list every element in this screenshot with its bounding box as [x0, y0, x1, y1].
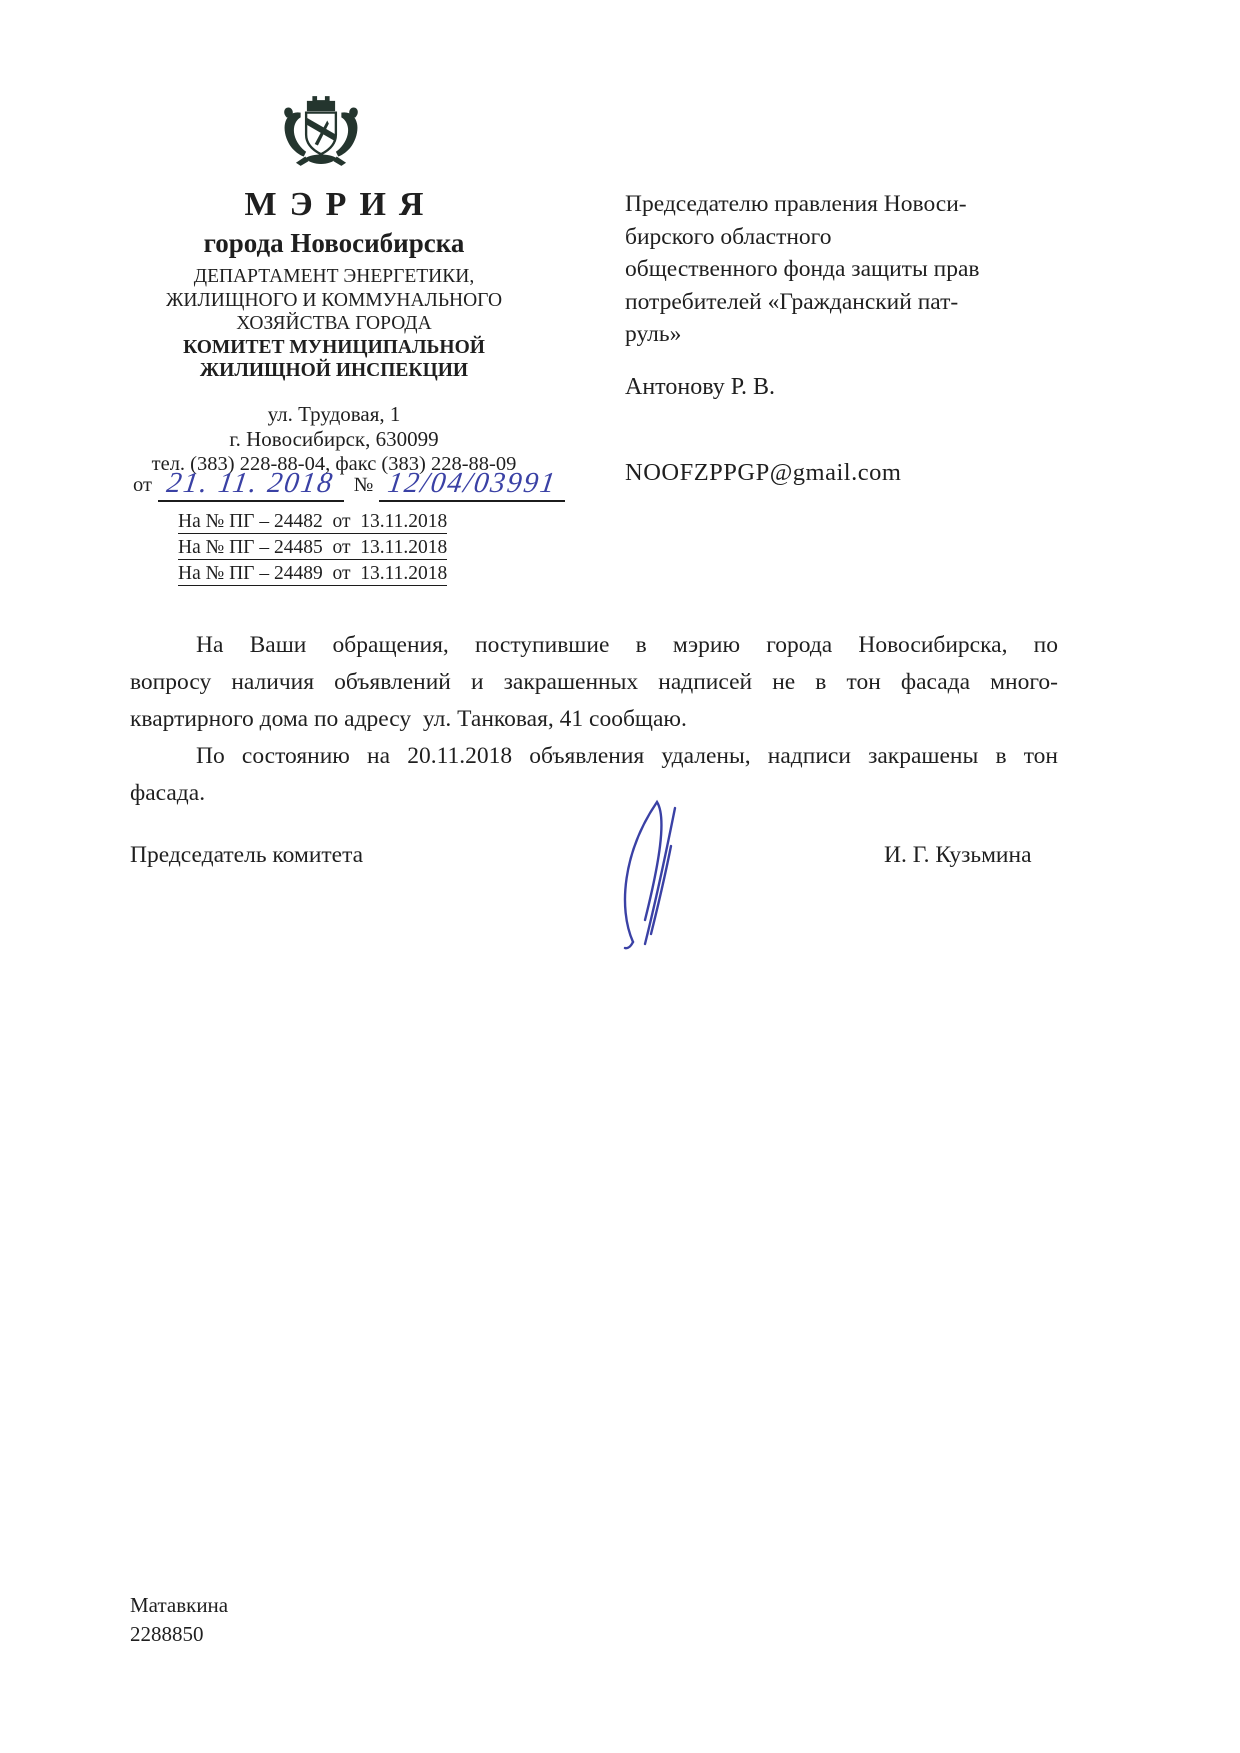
recipient-person: Антонову Р. В.	[625, 374, 776, 400]
handwritten-number: 12/04/03991	[385, 467, 559, 499]
org-title: МЭРИЯ	[244, 186, 437, 223]
recipient-org-line: бирского областного	[625, 223, 832, 250]
letter-body	[130, 627, 1058, 812]
signatory-name: И. Г. Кузьмина	[884, 842, 1032, 868]
phone-line: тел. (383) 228-88-04, факс (383) 228-88-09	[151, 452, 517, 475]
executor-block	[130, 1591, 228, 1648]
recipient-email: NOOFZPPGP@gmail.com	[625, 459, 902, 486]
org-subtitle: города Новосибирска	[203, 228, 465, 258]
handwritten-date-slot	[158, 466, 344, 502]
handwritten-number-slot	[379, 466, 565, 502]
novosibirsk-coat-of-arms-icon	[274, 88, 368, 178]
department-line: ЖИЛИЩНОГО И КОММУНАЛЬНОГО	[165, 289, 503, 311]
letterhead	[103, 186, 565, 477]
recipient-block	[625, 188, 1067, 351]
executor-phone: 2288850	[130, 1621, 204, 1646]
date-label: от	[133, 474, 152, 496]
address-line: ул. Трудовая, 1	[267, 401, 401, 426]
department-line: ДЕПАРТАМЕНТ ЭНЕРГЕТИКИ,	[193, 266, 475, 287]
signature-scribble-icon	[603, 792, 721, 952]
body-line: По состоянию на 20.11.2018 объявления удалены, надписи закрашены в тон	[196, 743, 1058, 769]
address-line: г. Новосибирск, 630099	[229, 426, 439, 451]
body-line: На Ваши обращения, поступившие в мэрию города Новосибирска, по	[196, 632, 1058, 658]
executor-name: Матавкина	[130, 1593, 229, 1617]
body-line: вопросу наличия объявлений и закрашенных надписей не в тон фасада много-	[130, 669, 1058, 695]
recipient-org-line: общественного фонда защиты прав	[625, 256, 980, 282]
department-line: ХОЗЯЙСТВА ГОРОДА	[236, 313, 432, 334]
committee-line: КОМИТЕТ МУНИЦИПАЛЬНОЙ	[183, 336, 485, 358]
committee-line: ЖИЛИЩНОЙ ИНСПЕКЦИИ	[199, 360, 469, 381]
outgoing-meta-row	[133, 466, 565, 502]
recipient-org-line: потребителей «Гражданский пат-	[625, 288, 959, 315]
reference-line: На № ПГ – 24482 от 13.11.2018	[178, 511, 448, 532]
reference-block	[178, 511, 447, 589]
body-line: фасада.	[130, 780, 206, 806]
reference-line: На № ПГ – 24489 от 13.11.2018	[178, 563, 448, 584]
number-label: №	[353, 474, 374, 496]
recipient-org-line: руль»	[625, 321, 682, 347]
reference-line: На № ПГ – 24485 от 13.11.2018	[178, 537, 448, 558]
handwritten-date: 21. 11. 2018	[165, 467, 337, 499]
body-line: квартирного дома по адресу ул. Танковая, 41 сообщаю.	[130, 706, 687, 732]
recipient-org-line: Председателю правления Новоси-	[625, 191, 967, 217]
signatory-position: Председатель комитета	[130, 842, 364, 868]
